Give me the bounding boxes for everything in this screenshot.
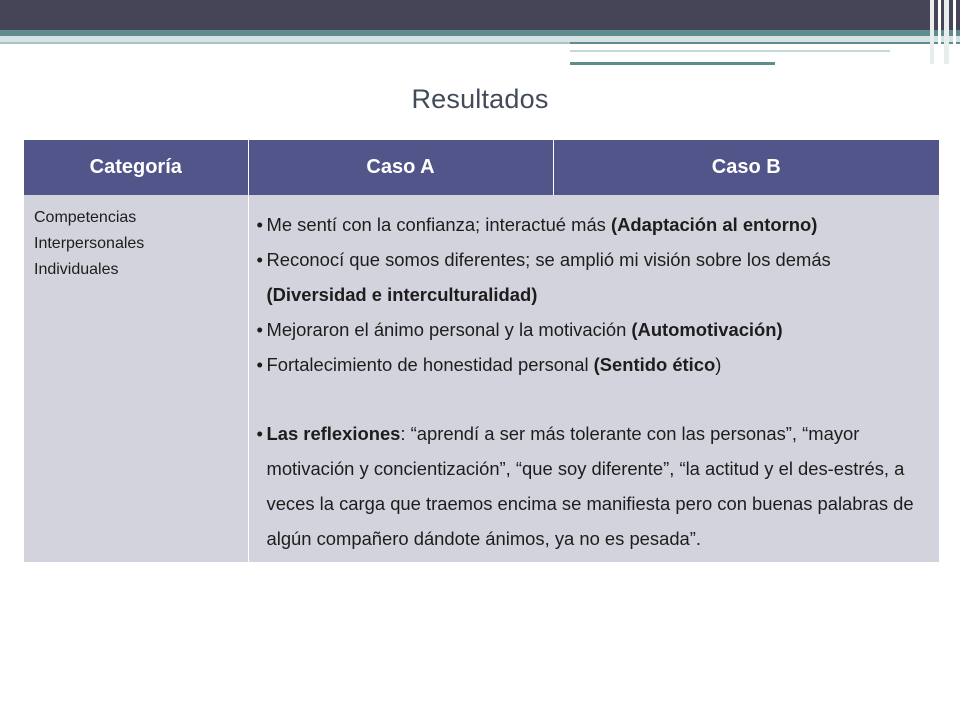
slide-title: Resultados bbox=[411, 84, 549, 114]
header-caso-a: Caso A bbox=[248, 140, 553, 195]
list-spacer bbox=[257, 382, 930, 416]
finding-tag: (Diversidad e interculturalidad) bbox=[266, 284, 538, 305]
bullet-icon: • bbox=[256, 214, 263, 235]
reflection-text: : “aprendí a ser más tolerante con las personas”, “mayor motivación y concientización”, “que soy diferente”, “la actitud y el des-estrés, a veces la carga que traemos encima se manifiesta pero con buenas palabras de algún compañero dándote ánimos, ya no es pesada”. bbox=[266, 423, 914, 549]
finding-tag: (Adaptación al entorno) bbox=[611, 214, 818, 235]
category-line: Competencias bbox=[34, 209, 137, 226]
finding-tag: (Automotivación) bbox=[631, 319, 783, 340]
table-header-row bbox=[24, 140, 939, 195]
category-cell bbox=[24, 195, 248, 562]
table-row bbox=[24, 195, 939, 562]
list-item bbox=[257, 416, 930, 556]
bullet-icon: • bbox=[256, 249, 263, 270]
reflection-label: Las reflexiones bbox=[266, 423, 401, 444]
header-caso-b: Caso B bbox=[553, 140, 939, 195]
bullet-icon: • bbox=[256, 423, 263, 444]
header-accent-line bbox=[0, 42, 570, 44]
list-item bbox=[257, 312, 930, 347]
finding-tag: (Sentido ético bbox=[593, 354, 716, 375]
header-bar-dark bbox=[0, 0, 960, 30]
findings-list bbox=[257, 207, 930, 556]
header-vertical-stripes bbox=[928, 0, 960, 64]
finding-text: Fortalecimiento de honestidad personal bbox=[266, 354, 594, 375]
finding-text: Reconocí que somos diferentes; se amplió mi visión sobre los demás bbox=[266, 249, 847, 270]
header-accent-line bbox=[570, 50, 890, 52]
header-accent-line bbox=[570, 62, 775, 65]
category-line: Individuales bbox=[34, 261, 119, 278]
case-content-cell bbox=[248, 195, 939, 562]
category-line: Interpersonales bbox=[34, 235, 145, 252]
list-item bbox=[257, 242, 930, 312]
finding-text: Mejoraron el ánimo personal y la motivación bbox=[266, 319, 632, 340]
results-table bbox=[24, 140, 939, 562]
bullet-icon: • bbox=[256, 354, 263, 375]
list-item bbox=[257, 347, 930, 382]
header-accent-line bbox=[570, 42, 960, 44]
bullet-icon: • bbox=[256, 319, 263, 340]
finding-text: Me sentí con la confianza; interactué más bbox=[266, 214, 611, 235]
list-item bbox=[257, 207, 930, 242]
header-categoria: Categoría bbox=[24, 140, 248, 195]
finding-tail: ) bbox=[715, 354, 722, 375]
